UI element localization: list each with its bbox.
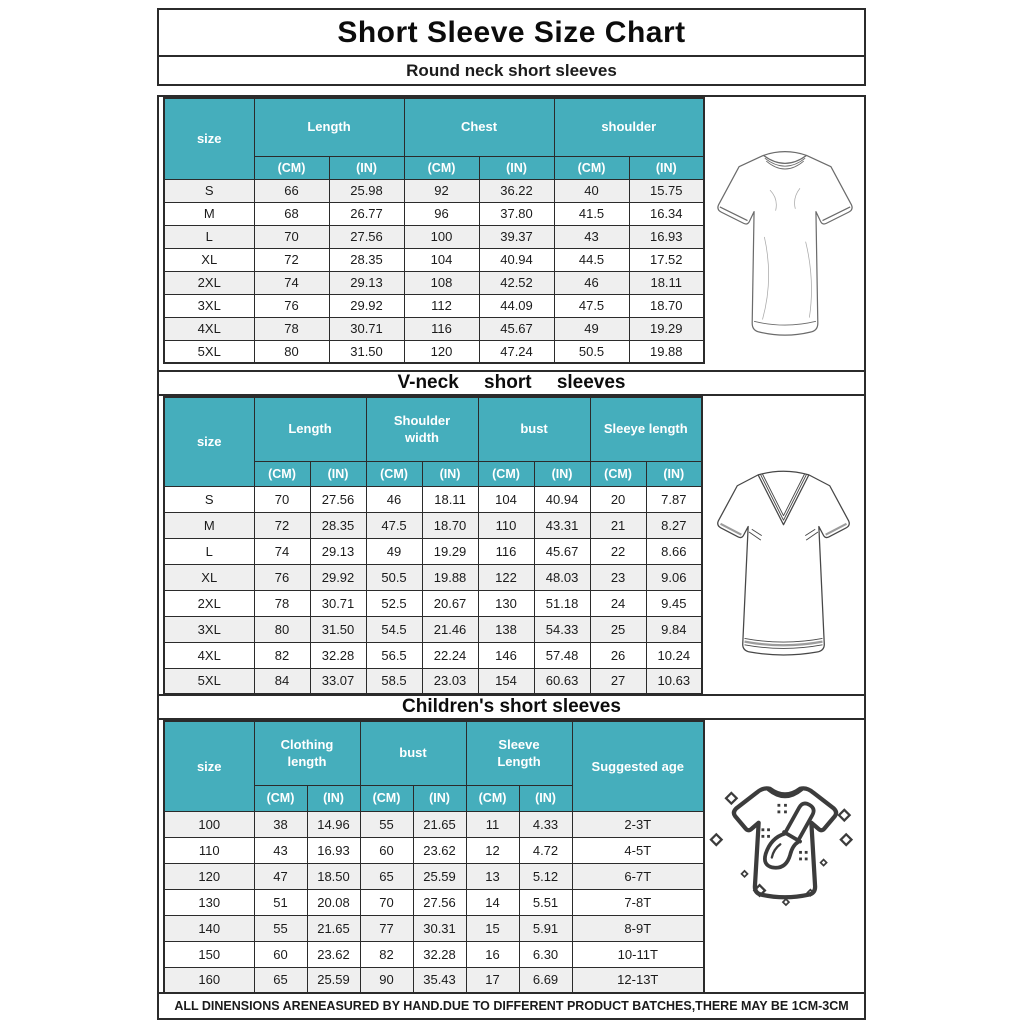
value-cell: 18.11 (629, 271, 704, 294)
unit-header-cm: (CM) (254, 461, 310, 486)
children-size-table (163, 720, 705, 994)
value-cell: 33.07 (310, 668, 366, 694)
chart-wrapper (157, 8, 866, 1020)
value-cell: 56.5 (366, 642, 422, 668)
column-header-length: Length (254, 397, 366, 461)
value-cell: 26.77 (329, 202, 404, 225)
value-cell: 45.67 (479, 317, 554, 340)
value-cell: 10-11T (572, 941, 704, 967)
value-cell: 104 (478, 486, 534, 512)
value-cell: 8.27 (646, 512, 702, 538)
value-cell: 25.59 (413, 863, 466, 889)
value-cell: 9.06 (646, 564, 702, 590)
table-row (164, 590, 702, 616)
value-cell: 72 (254, 248, 329, 271)
size-cell: 4XL (164, 317, 254, 340)
value-cell: 66 (254, 179, 329, 202)
value-cell: 70 (254, 486, 310, 512)
unit-header-cm: (CM) (254, 785, 307, 811)
value-cell: 104 (404, 248, 479, 271)
chart-body (157, 95, 866, 1020)
unit-header-in: (IN) (422, 461, 478, 486)
value-cell: 80 (254, 340, 329, 363)
value-cell: 6-7T (572, 863, 704, 889)
value-cell: 92 (404, 179, 479, 202)
value-cell: 4.72 (519, 837, 572, 863)
value-cell: 21 (590, 512, 646, 538)
value-cell: 50.5 (554, 340, 629, 363)
unit-header-in: (IN) (413, 785, 466, 811)
value-cell: 23.62 (307, 941, 360, 967)
value-cell: 25.98 (329, 179, 404, 202)
value-cell: 49 (554, 317, 629, 340)
value-cell: 112 (404, 294, 479, 317)
value-cell: 19.29 (629, 317, 704, 340)
value-cell: 44.09 (479, 294, 554, 317)
table-row (164, 863, 704, 889)
value-cell: 16.93 (307, 837, 360, 863)
size-cell: 5XL (164, 340, 254, 363)
table-row (164, 564, 702, 590)
table-row (164, 668, 702, 694)
value-cell: 29.92 (329, 294, 404, 317)
value-cell: 18.50 (307, 863, 360, 889)
value-cell: 21.46 (422, 616, 478, 642)
value-cell: 19.88 (629, 340, 704, 363)
v-neck-section-title-text: V-neck short sleeves (397, 372, 626, 393)
unit-header-in: (IN) (479, 156, 554, 179)
table-row (164, 889, 704, 915)
table-row (164, 225, 704, 248)
v-neck-section (159, 396, 864, 694)
unit-header-in: (IN) (629, 156, 704, 179)
value-cell: 23.62 (413, 837, 466, 863)
value-cell: 35.43 (413, 967, 466, 993)
value-cell: 13 (466, 863, 519, 889)
value-cell: 9.45 (646, 590, 702, 616)
value-cell: 77 (360, 915, 413, 941)
value-cell: 30.71 (329, 317, 404, 340)
value-cell: 55 (254, 915, 307, 941)
round-neck-tshirt-icon (710, 143, 860, 345)
value-cell: 60 (360, 837, 413, 863)
value-cell: 31.50 (310, 616, 366, 642)
unit-header-in: (IN) (534, 461, 590, 486)
value-cell: 46 (554, 271, 629, 294)
value-cell: 72 (254, 512, 310, 538)
value-cell: 108 (404, 271, 479, 294)
value-cell: 31.50 (329, 340, 404, 363)
value-cell: 16 (466, 941, 519, 967)
table-row (164, 179, 704, 202)
value-cell: 7.87 (646, 486, 702, 512)
value-cell: 27.56 (329, 225, 404, 248)
size-cell: 5XL (164, 668, 254, 694)
value-cell: 11 (466, 811, 519, 837)
size-cell: 130 (164, 889, 254, 915)
value-cell: 7-8T (572, 889, 704, 915)
v-neck-section-title (159, 370, 864, 396)
size-cell: 150 (164, 941, 254, 967)
unit-header-cm: (CM) (554, 156, 629, 179)
value-cell: 28.35 (310, 512, 366, 538)
value-cell: 43.31 (534, 512, 590, 538)
value-cell: 5.51 (519, 889, 572, 915)
table-row (164, 248, 704, 271)
column-header-sleeve-length: Sleeve Length (466, 721, 572, 785)
value-cell: 29.92 (310, 564, 366, 590)
unit-header-in: (IN) (519, 785, 572, 811)
value-cell: 60 (254, 941, 307, 967)
value-cell: 120 (404, 340, 479, 363)
value-cell: 43 (554, 225, 629, 248)
unit-header-cm: (CM) (360, 785, 413, 811)
value-cell: 20.67 (422, 590, 478, 616)
table-row (164, 616, 702, 642)
value-cell: 6.69 (519, 967, 572, 993)
value-cell: 84 (254, 668, 310, 694)
table-row (164, 294, 704, 317)
v-neck-size-table (163, 396, 703, 695)
size-cell: 2XL (164, 271, 254, 294)
value-cell: 116 (478, 538, 534, 564)
value-cell: 68 (254, 202, 329, 225)
value-cell: 50.5 (366, 564, 422, 590)
value-cell: 122 (478, 564, 534, 590)
column-header-chest: Chest (404, 98, 554, 156)
value-cell: 38 (254, 811, 307, 837)
value-cell: 154 (478, 668, 534, 694)
value-cell: 18.70 (629, 294, 704, 317)
value-cell: 47.5 (366, 512, 422, 538)
value-cell: 12-13T (572, 967, 704, 993)
value-cell: 130 (478, 590, 534, 616)
size-cell: 4XL (164, 642, 254, 668)
value-cell: 30.71 (310, 590, 366, 616)
value-cell: 16.93 (629, 225, 704, 248)
value-cell: 96 (404, 202, 479, 225)
value-cell: 22 (590, 538, 646, 564)
column-header-shoulder: shoulder (554, 98, 704, 156)
table-row (164, 340, 704, 363)
value-cell: 14 (466, 889, 519, 915)
value-cell: 110 (478, 512, 534, 538)
value-cell: 54.5 (366, 616, 422, 642)
round-neck-section (159, 97, 864, 370)
value-cell: 2-3T (572, 811, 704, 837)
value-cell: 6.30 (519, 941, 572, 967)
value-cell: 20.08 (307, 889, 360, 915)
value-cell: 18.70 (422, 512, 478, 538)
value-cell: 138 (478, 616, 534, 642)
size-cell: 160 (164, 967, 254, 993)
round-neck-tshirt-illustration (705, 97, 864, 345)
children-section-title-text: Children's short sleeves (402, 696, 621, 717)
value-cell: 37.80 (479, 202, 554, 225)
value-cell: 26 (590, 642, 646, 668)
value-cell: 116 (404, 317, 479, 340)
value-cell: 90 (360, 967, 413, 993)
value-cell: 60.63 (534, 668, 590, 694)
value-cell: 74 (254, 271, 329, 294)
size-cell: L (164, 538, 254, 564)
table-row (164, 837, 704, 863)
size-cell: 140 (164, 915, 254, 941)
value-cell: 5.12 (519, 863, 572, 889)
value-cell: 82 (360, 941, 413, 967)
unit-header-cm: (CM) (366, 461, 422, 486)
kids-tshirt-illustration (705, 720, 865, 930)
round-neck-size-table (163, 97, 705, 364)
value-cell: 29.13 (329, 271, 404, 294)
value-cell: 45.67 (534, 538, 590, 564)
value-cell: 47.5 (554, 294, 629, 317)
size-cell: 2XL (164, 590, 254, 616)
size-cell: S (164, 486, 254, 512)
value-cell: 43 (254, 837, 307, 863)
unit-header-in: (IN) (307, 785, 360, 811)
value-cell: 19.29 (422, 538, 478, 564)
value-cell: 40.94 (479, 248, 554, 271)
table-row (164, 202, 704, 225)
value-cell: 32.28 (413, 941, 466, 967)
value-cell: 49 (366, 538, 422, 564)
unit-header-cm: (CM) (404, 156, 479, 179)
value-cell: 15 (466, 915, 519, 941)
value-cell: 27.56 (413, 889, 466, 915)
value-cell: 74 (254, 538, 310, 564)
value-cell: 82 (254, 642, 310, 668)
table-row (164, 512, 702, 538)
children-section (159, 720, 864, 992)
table-row (164, 271, 704, 294)
value-cell: 23 (590, 564, 646, 590)
value-cell: 8-9T (572, 915, 704, 941)
size-cell: XL (164, 564, 254, 590)
value-cell: 70 (254, 225, 329, 248)
value-cell: 40 (554, 179, 629, 202)
column-header-shoulder-width: Shoulder width (366, 397, 478, 461)
table-row (164, 941, 704, 967)
value-cell: 65 (360, 863, 413, 889)
value-cell: 17.52 (629, 248, 704, 271)
value-cell: 51.18 (534, 590, 590, 616)
value-cell: 15.75 (629, 179, 704, 202)
v-neck-tshirt-icon (711, 452, 856, 679)
value-cell: 57.48 (534, 642, 590, 668)
value-cell: 76 (254, 294, 329, 317)
value-cell: 48.03 (534, 564, 590, 590)
value-cell: 22.24 (422, 642, 478, 668)
value-cell: 41.5 (554, 202, 629, 225)
column-header-length: Length (254, 98, 404, 156)
round-neck-section-title: Round neck short sleeves (157, 55, 866, 86)
column-header-bust: bust (478, 397, 590, 461)
value-cell: 47.24 (479, 340, 554, 363)
value-cell: 40.94 (534, 486, 590, 512)
value-cell: 32.28 (310, 642, 366, 668)
table-row (164, 811, 704, 837)
table-row (164, 642, 702, 668)
size-cell: 3XL (164, 616, 254, 642)
value-cell: 10.63 (646, 668, 702, 694)
value-cell: 20 (590, 486, 646, 512)
value-cell: 29.13 (310, 538, 366, 564)
value-cell: 51 (254, 889, 307, 915)
column-header-clothing-length: Clothing length (254, 721, 360, 785)
value-cell: 16.34 (629, 202, 704, 225)
value-cell: 65 (254, 967, 307, 993)
column-header-size: size (164, 98, 254, 179)
value-cell: 17 (466, 967, 519, 993)
value-cell: 52.5 (366, 590, 422, 616)
value-cell: 21.65 (307, 915, 360, 941)
value-cell: 5.91 (519, 915, 572, 941)
unit-header-cm: (CM) (466, 785, 519, 811)
value-cell: 12 (466, 837, 519, 863)
footer-disclaimer: ALL DINENSIONS ARENEASURED BY HAND.DUE TO DIFFERENT PRODUCT BATCHES,THERE MAY BE 1CM-3CM (159, 992, 864, 1018)
size-cell: M (164, 512, 254, 538)
value-cell: 30.31 (413, 915, 466, 941)
value-cell: 4.33 (519, 811, 572, 837)
value-cell: 44.5 (554, 248, 629, 271)
size-cell: 3XL (164, 294, 254, 317)
value-cell: 100 (404, 225, 479, 248)
value-cell: 9.84 (646, 616, 702, 642)
value-cell: 70 (360, 889, 413, 915)
unit-header-cm: (CM) (590, 461, 646, 486)
value-cell: 19.88 (422, 564, 478, 590)
value-cell: 18.11 (422, 486, 478, 512)
size-cell: S (164, 179, 254, 202)
unit-header-in: (IN) (310, 461, 366, 486)
unit-header-cm: (CM) (254, 156, 329, 179)
value-cell: 76 (254, 564, 310, 590)
column-header-bust: bust (360, 721, 466, 785)
value-cell: 46 (366, 486, 422, 512)
table-row (164, 967, 704, 993)
size-cell: M (164, 202, 254, 225)
value-cell: 36.22 (479, 179, 554, 202)
value-cell: 47 (254, 863, 307, 889)
value-cell: 21.65 (413, 811, 466, 837)
value-cell: 58.5 (366, 668, 422, 694)
value-cell: 78 (254, 317, 329, 340)
size-cell: 110 (164, 837, 254, 863)
size-cell: L (164, 225, 254, 248)
size-cell: 100 (164, 811, 254, 837)
value-cell: 14.96 (307, 811, 360, 837)
unit-header-cm: (CM) (478, 461, 534, 486)
value-cell: 55 (360, 811, 413, 837)
value-cell: 23.03 (422, 668, 478, 694)
page-title: Short Sleeve Size Chart (157, 8, 866, 57)
value-cell: 4-5T (572, 837, 704, 863)
value-cell: 54.33 (534, 616, 590, 642)
column-header-size: size (164, 397, 254, 486)
kids-tshirt-paintbrush-icon (705, 770, 865, 930)
size-cell: XL (164, 248, 254, 271)
unit-header-in: (IN) (646, 461, 702, 486)
value-cell: 80 (254, 616, 310, 642)
table-row (164, 538, 702, 564)
value-cell: 39.37 (479, 225, 554, 248)
column-header-size: size (164, 721, 254, 811)
value-cell: 28.35 (329, 248, 404, 271)
value-cell: 25 (590, 616, 646, 642)
value-cell: 27.56 (310, 486, 366, 512)
v-neck-tshirt-illustration (703, 396, 864, 679)
size-cell: 120 (164, 863, 254, 889)
table-row (164, 486, 702, 512)
value-cell: 10.24 (646, 642, 702, 668)
table-row (164, 317, 704, 340)
value-cell: 42.52 (479, 271, 554, 294)
column-header-sleeve-length: Sleeye length (590, 397, 702, 461)
value-cell: 8.66 (646, 538, 702, 564)
column-header-suggested-age: Suggested age (572, 721, 704, 811)
unit-header-in: (IN) (329, 156, 404, 179)
value-cell: 78 (254, 590, 310, 616)
value-cell: 27 (590, 668, 646, 694)
value-cell: 146 (478, 642, 534, 668)
table-row (164, 915, 704, 941)
value-cell: 24 (590, 590, 646, 616)
children-section-title (159, 694, 864, 720)
value-cell: 25.59 (307, 967, 360, 993)
